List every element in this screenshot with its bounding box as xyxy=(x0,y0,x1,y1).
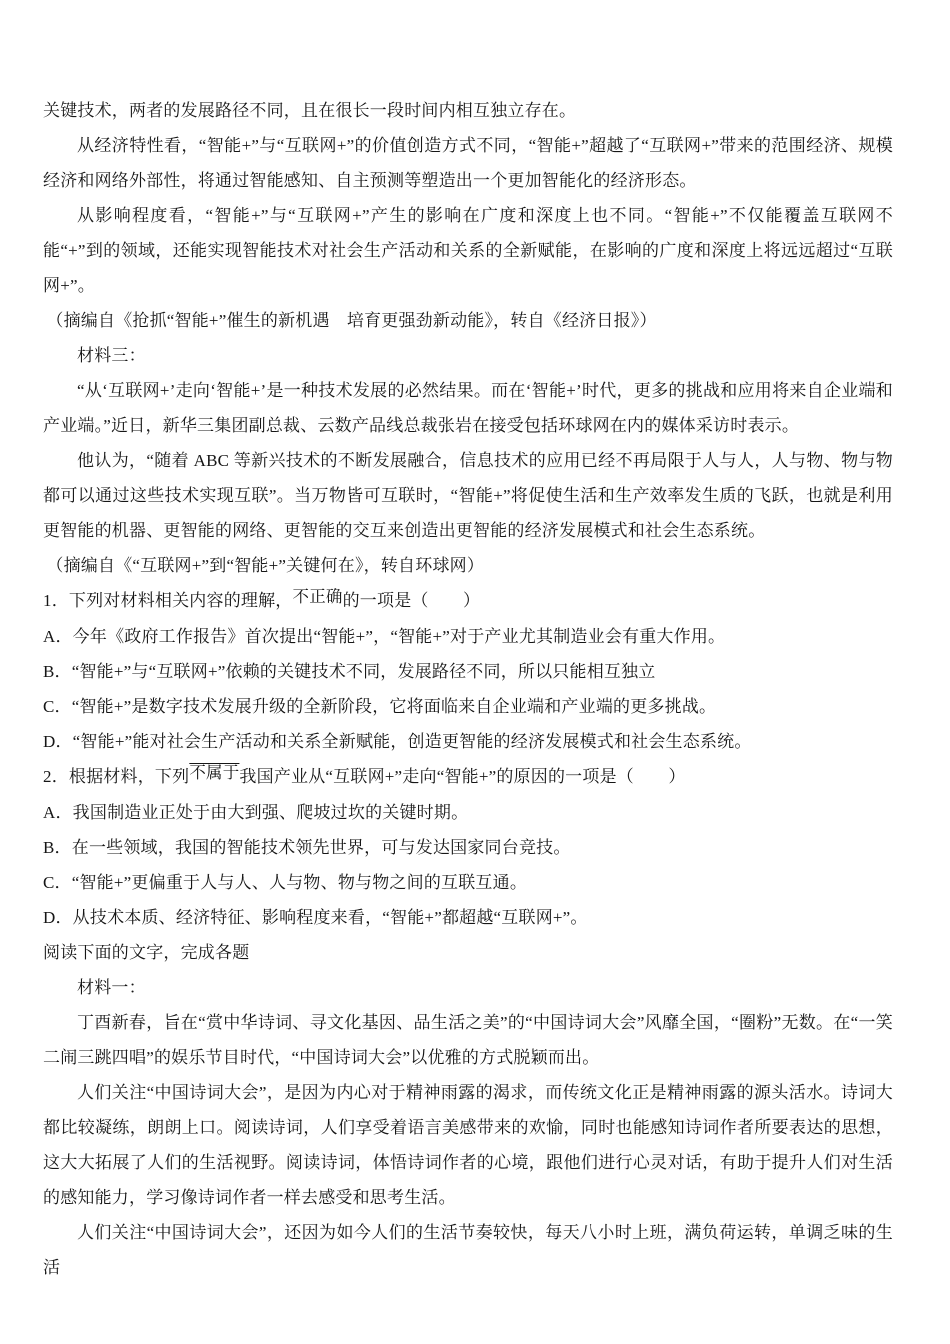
text-run: 我国产业从“互联网+”走向“智能+”的原因的一项是（ ） xyxy=(239,767,686,786)
text-run: 他认为，“随着 ABC 等新兴技术的不断发展融合，信息技术的应用已经不再局限于人与人，人与物、物与物都可以通过这些技术实现互联”。当万物皆可互联时，“智能+”将促使生活和生产效率发生质的飞跃，也就是利用更智能的机器、更智能的网络、更智能的交互来创造出更智能的经济发展模式和社会生态系统。 xyxy=(43,451,893,540)
text-run: B．在一些领域，我国的智能技术领先世界，可与发达国家同台竞技。 xyxy=(43,838,571,857)
paragraph-material-three-2 xyxy=(43,443,893,548)
paragraph-material-one-1 xyxy=(43,1005,893,1075)
question-1-option-b xyxy=(43,654,893,689)
question-2-stem xyxy=(43,759,893,795)
text-run: 材料三： xyxy=(77,346,146,365)
material-one-heading xyxy=(43,970,893,1005)
question-2-option-c xyxy=(43,865,893,900)
text-run: B．“智能+”与“互联网+”依赖的关键技术不同，发展路径不同，所以只能相互独立 xyxy=(43,662,656,681)
question-1-option-a xyxy=(43,619,893,654)
text-run: 丁酉新春，旨在“赏中华诗词、寻文化基因、品生活之美”的“中国诗词大会”风靡全国，“圈粉”无数。在“一笑二闹三跳四唱”的娱乐节目时代，“中国诗词大会”以优雅的方式脱颖而出。 xyxy=(43,1013,893,1067)
text-run: “从‘互联网+’走向‘智能+’是一种技术发展的必然结果。而在‘智能+’时代，更多的挑战和应用将来自企业端和产业端。”近日，新华三集团副总裁、云数产品线总裁张岩在接受包括环球网在内的媒体采访时表示。 xyxy=(43,381,893,435)
text-run: 2．根据材料，下列 xyxy=(43,767,190,786)
text-run: 的一项是（ ） xyxy=(342,591,481,610)
passage-continuation-line xyxy=(43,93,893,128)
question-1-stem xyxy=(43,583,893,619)
emphasized-word: 不正确 xyxy=(292,588,343,606)
text-run: 人们关注“中国诗词大会”，还因为如今人们的生活节奏较快，每天八小时上班，满负荷运转，单调乏味的生活 xyxy=(43,1223,893,1277)
reading-instruction xyxy=(43,935,893,970)
text-run: 从影响程度看，“智能+”与“互联网+”产生的影响在广度和深度上也不同。“智能+”不仅能覆盖互联网不能“+”到的领域，还能实现智能技术对社会生产活动和关系的全新赋能，在影响的广度和深度上将远远超过“互联网+”。 xyxy=(43,206,893,295)
text-run: 从经济特性看，“智能+”与“互联网+”的价值创造方式不同，“智能+”超越了“互联网+”带来的范围经济、规模经济和网络外部性，将通过智能感知、自主预测等塑造出一个更加智能化的经济形态。 xyxy=(43,136,893,190)
text-run: D．“智能+”能对社会生产活动和关系全新赋能，创造更智能的经济发展模式和社会生态系统。 xyxy=(43,732,752,751)
paragraph-material-one-2 xyxy=(43,1075,893,1215)
text-run: 材料一： xyxy=(77,978,146,997)
citation-material-two xyxy=(43,303,893,338)
text-run: A．今年《政府工作报告》首次提出“智能+”，“智能+”对于产业尤其制造业会有重大作用。 xyxy=(43,627,726,646)
text-run: 关键技术，两者的发展路径不同，且在很长一段时间内相互独立存在。 xyxy=(43,101,577,120)
question-1-option-c xyxy=(43,689,893,724)
text-run: C．“智能+”是数字技术发展升级的全新阶段，它将面临来自企业端和产业端的更多挑战。 xyxy=(43,697,717,716)
question-2-option-b xyxy=(43,830,893,865)
question-2-option-a xyxy=(43,795,893,830)
text-run: D．从技术本质、经济特征、影响程度来看，“智能+”都超越“互联网+”。 xyxy=(43,908,588,927)
text-run: 人们关注“中国诗词大会”，是因为内心对于精神雨露的渴求，而传统文化正是精神雨露的源头活水。诗词大都比较凝练，朗朗上口。阅读诗词，人们享受着语言美感带来的欢愉，同时也能感知诗词作者所要表达的思想，这大大拓展了人们的生活视野。阅读诗词，体悟诗词作者的心境，跟他们进行心灵对话，有助于提升人们对生活的感知能力，学习像诗词作者一样去感受和思考生活。 xyxy=(43,1083,893,1207)
paragraph-impact-degree xyxy=(43,198,893,303)
text-run: A．我国制造业正处于由大到强、爬坡过坎的关键时期。 xyxy=(43,803,469,822)
citation-material-three xyxy=(43,548,893,583)
document-body xyxy=(43,93,893,1285)
question-1-option-d xyxy=(43,724,893,759)
material-three-heading xyxy=(43,338,893,373)
text-run: 1．下列对材料相关内容的理解， xyxy=(43,591,293,610)
paragraph-economic-traits xyxy=(43,128,893,198)
text-run: （摘编自《抢抓“智能+”催生的新机遇 培育更强劲新动能》，转自《经济日报》） xyxy=(46,311,657,330)
paragraph-material-three-1 xyxy=(43,373,893,443)
paragraph-material-one-3 xyxy=(43,1215,893,1285)
emphasized-word: 不属于 xyxy=(189,764,240,782)
text-run: 阅读下面的文字，完成各题 xyxy=(43,943,250,962)
text-run: C．“智能+”更偏重于人与人、人与物、物与物之间的互联互通。 xyxy=(43,873,528,892)
text-run: （摘编自《“互联网+”到“智能+”关键何在》，转自环球网） xyxy=(46,556,485,575)
question-2-option-d xyxy=(43,900,893,935)
